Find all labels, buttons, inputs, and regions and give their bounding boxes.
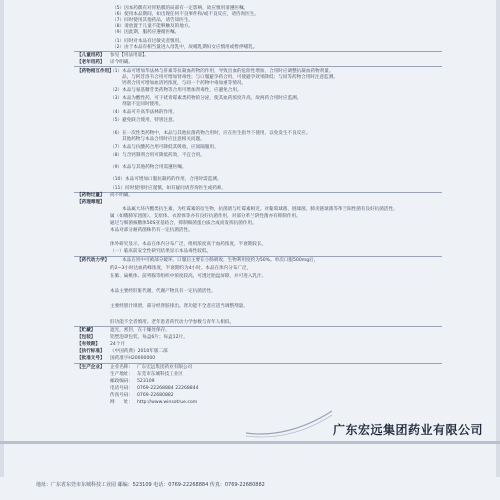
maker-field-key: 生产地址： [110,372,133,377]
approval-text: 国药准字H20000000 [110,356,156,361]
section-divider [74,51,442,52]
interaction-line: （3）本品为酸性药，可干扰青霉素类药物的分泌，使其血药浓度升高，故两药合用时应监测。 [110,96,302,101]
maker-field-value: 0769-22268884 22268844 [137,386,199,391]
interaction-line: 剂量不宜同时使用。 [122,102,164,107]
storage-label: 【贮藏】 [77,328,96,333]
section-divider [74,326,442,327]
maker-label: 【生产企业】 [77,365,105,370]
pk-line: 约2~3小时达血药峰浓度，半衰期约为4小时。本品在体内分布广泛， [110,266,252,271]
interaction-label: 【药物相互作用】 [77,69,114,74]
maker-field-value: 广东宏远集团药业有限公司 [137,365,193,370]
validity-text: 24个月 [110,342,126,347]
maker-field-value: 523109 [137,379,155,384]
maker-field-key: 网 址： [110,400,133,405]
interaction-line: （1）本品可增加华法林与肝素等抗凝血药物的作用，导致出血的危险性增加，合用时应调整抗凝血药物剂量。 [110,69,334,74]
elderly-label: 【老年用药】 [77,60,105,65]
interaction-line: 其他药物与本品合用时应注意相关问题。 [122,137,205,142]
maker-field-value: 东莞市东城科技工业区 [137,372,183,377]
precaution-line: （9）因此期，服药应遵循医嘱。 [112,30,180,35]
pharmacology-line: 体外研究显示，本品在体内分布广泛，组织浓度高于血药浓度，半衰期较长。 [110,242,267,247]
package-label: 【包装】 [77,335,96,340]
maker-field-key: 企业名称： [110,365,133,370]
interaction-line: （2）本品与氨基糖苷类药物等合用可增加肾毒性，应避免合用。 [110,88,242,93]
interaction-line: 品，与阿昔洛韦合用可增加肾毒性；与口服避孕药合用，可使避孕效果降低；与同等药物合用时注意监测。 [122,75,338,80]
section-divider [74,363,442,364]
standard-text: 《中国药典》2010年版二部 [110,349,168,354]
pk-line: 主要经胆汁排泄，部分经肾脏排出。肾功能不全者应适当调整剂量。 [110,304,248,309]
precaution-line: （7）同时使用其他药品，请告知医生。 [112,18,194,23]
footer-divider [0,441,500,444]
pharmacology-line: （一）临床前安全性研究结果显示本品毒性较低。 [110,249,212,254]
pharmacology-line: 本品属大环内酯类抗生素，为红霉素的衍生物，抗菌谱与红霉素相近。对葡萄球菌、链球菌、肺炎链球菌等革兰阳性菌有良好抗菌活性。 [122,207,398,212]
interaction-line: （4）本品可升高华法林的作用。 [110,110,178,115]
validity-label: 【有效期】 [77,342,100,347]
children-label: 【儿童用药】 [77,53,105,58]
maker-field-value: http://www.winsotrue.com [137,400,198,405]
interaction-line: （7）本品与抗酸药合用可降低其吸收，应间隔服用。 [110,145,219,150]
precaution-line: （1）同时对本品有过敏史者慎用。 [112,39,184,44]
maker-field-value: 0769-22680882 [137,393,174,398]
company-logo-swoosh [244,403,334,443]
standard-label: 【执行标准】 [77,349,105,354]
pk-line: 本品主要经肝脏代谢，代谢产物具有一定抗菌活性。 [110,289,216,294]
overdose-label: 【药物过量】 [77,193,105,198]
package-text: 铝塑泡罩包装。每盒6片；每盒12片。 [110,335,188,340]
elderly-text: 详今明确。 [110,60,133,65]
footer-contact: 地址：广东省东莞市东城科技工业园 邮编：523109 电话：0769-22268884 传真：0769-22680882 [36,482,265,488]
pharmacology-line: 通过与细菌核糖体50S亚基结合，抑制细菌蛋白质合成而发挥抗菌作用。 [110,221,257,226]
pharmacology-line: 本品对部分耐药菌株仍有一定抗菌活性。 [110,228,193,233]
interaction-line: 钙剂合用可增加血清钙浓度，与同一个药物中毒加重等情况。 [122,81,247,86]
approval-label: 【批准文号】 [77,356,105,361]
interaction-line: （8）与含钙制剂合用可降低药效，不宜合用。 [110,153,205,158]
pharmacology-label: 【药理毒理】 [77,200,105,205]
section-divider [74,256,442,257]
interaction-line: （5）避免联合使用，特别注意。 [110,118,178,123]
maker-field-key: 邮政编码： [110,379,133,384]
precaution-line: （8）请放置于儿童不能够触及的地方。 [112,24,194,29]
section-divider [74,66,442,67]
pharmacology-line: 属（如嗜肺军团菌）、支原体、衣原体等亦有良好抗菌作用，对部分革兰阴性菌亦有抑制作用。 [110,214,301,219]
maker-field-key: 传真号码： [110,393,133,398]
pk-line: 本品在胃中可被部分破坏，口服后主要在小肠吸收，生物利用度约为50%。单次口服500mg后， [122,258,319,263]
interaction-line: （11）同时使用时应谨慎，如有疑问请咨询医生或药师。 [110,186,227,191]
maker-field-key: 电话号码： [110,386,133,391]
precaution-line: （5）因本药偶有对胃粘膜的局部有一定影响，故应慎用请遵医嘱。 [112,6,249,11]
precaution-line: （6）使用本品期间，如出现任何不良事件和/或不良反应，请咨询医生。 [112,12,259,17]
interaction-line: （6）在一次性类药物中，本品与其他抗菌药物合用时，应在医生指导下使用，以免发生不良反应。 [110,131,311,136]
overdose-text: 尚不明确。 [110,193,133,198]
pk-label: 【药代动力学】 [77,258,110,263]
interaction-line: （9）本品与其他药物合用需遵医嘱。 [110,165,187,170]
precaution-line: （2）由于本品有相当量进入母乳中，故哺乳期妇女应慎用或暂停哺乳。 [112,45,258,50]
storage-text: 遮光，密封，在干燥处保存。 [110,328,170,333]
pk-line: 在肺、扁桃体、前列腺等组织中浓度较高，可透过胎盘屏障，并可进入乳汁。 [110,274,267,279]
brand-name: 广东宏远集团药业有限公司 [333,423,484,437]
children-text: 参见【用法用量】。 [110,53,150,58]
pk-line: 肝功能不全者慎用。老年患者药代动力学参数与青年人相似。 [110,320,235,325]
interaction-line: （10）本品可增加口服抗凝药的作用，合用时需监测。 [110,177,222,182]
